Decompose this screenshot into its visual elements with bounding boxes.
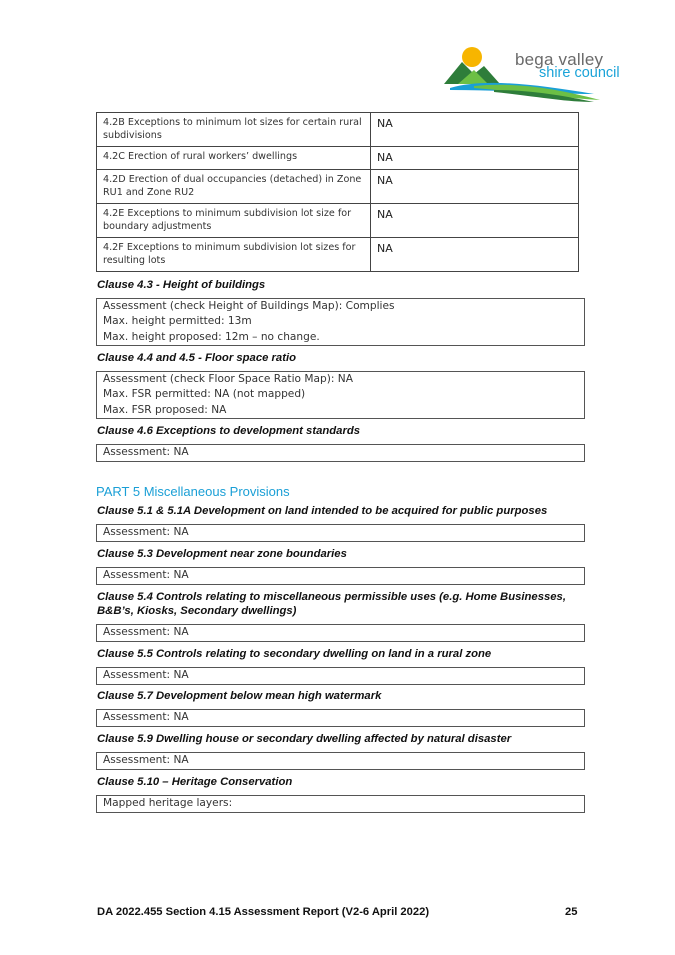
clause-57-box [96, 709, 585, 727]
page-number: 25 [565, 906, 578, 918]
table-row [97, 170, 579, 204]
clause-55-box [96, 667, 585, 685]
value-cell: NA [371, 238, 579, 272]
clause-cell: 4.2B Exceptions to minimum lot sizes for certain rural subdivisions [97, 113, 371, 147]
clause-510-box [96, 795, 585, 813]
table-row [97, 147, 579, 170]
part-5-title: PART 5 Miscellaneous Provisions [96, 484, 290, 499]
value-cell: NA [371, 147, 579, 170]
value-cell: NA [371, 170, 579, 204]
clause-cell: 4.2F Exceptions to minimum subdivision lot sizes for resulting lots [97, 238, 371, 272]
clause-44-box [96, 371, 585, 419]
assessment-line: Assessment: NA [103, 669, 189, 681]
clause-57-heading: Clause 5.7 Development below mean high watermark [97, 690, 382, 702]
clause-510-heading: Clause 5.10 – Heritage Conservation [97, 776, 293, 788]
clause-51-heading: Clause 5.1 & 5.1A Development on land intended to be acquired for public purposes [97, 505, 548, 517]
value-cell: NA [371, 204, 579, 238]
value-cell: NA [371, 113, 579, 147]
assessment-line: Max. FSR permitted: NA (not mapped) [103, 388, 306, 401]
clause-54-heading-line1: Clause 5.4 Controls relating to miscellaneous permissible uses (e.g. Home Businesses, [97, 591, 566, 603]
table-row [97, 113, 579, 147]
table-row [97, 238, 579, 272]
assessment-line: Assessment: NA [103, 754, 189, 766]
clause-46-heading: Clause 4.6 Exceptions to development standards [97, 425, 361, 437]
assessment-line: Assessment: NA [103, 526, 189, 538]
clause-cell: 4.2E Exceptions to minimum subdivision lot size for boundary adjustments [97, 204, 371, 238]
table-row [97, 204, 579, 238]
logo-line2: shire council [539, 65, 620, 81]
assessment-line: Assessment (check Height of Buildings Map): Complies [103, 300, 395, 312]
clause-cell: 4.2D Erection of dual occupancies (detached) in Zone RU1 and Zone RU2 [97, 170, 371, 204]
clause-59-heading: Clause 5.9 Dwelling house or secondary dwelling affected by natural disaster [97, 733, 512, 745]
clause-53-box [96, 567, 585, 585]
clause-55-heading: Clause 5.5 Controls relating to secondary dwelling on land in a rural zone [97, 648, 492, 660]
clause-42-table [96, 112, 579, 272]
clause-59-box [96, 752, 585, 770]
assessment-line: Assessment: NA [103, 626, 189, 638]
assessment-line: Assessment: NA [103, 569, 189, 581]
assessment-line: Max. FSR proposed: NA [103, 403, 227, 416]
assessment-line: Max. height proposed: 12m – no change. [103, 330, 320, 343]
clause-43-box [96, 298, 585, 346]
clause-44-heading: Clause 4.4 and 4.5 - Floor space ratio [97, 352, 297, 364]
assessment-line: Mapped heritage layers: [103, 797, 233, 809]
assessment-line: Max. height permitted: 13m [103, 315, 252, 328]
clause-54-heading-line2: B&B’s, Kiosks, Secondary dwellings) [97, 605, 297, 617]
clause-53-heading: Clause 5.3 Development near zone boundaries [97, 548, 347, 560]
clause-43-heading: Clause 4.3 - Height of buildings [97, 279, 266, 291]
clause-46-box [96, 444, 585, 462]
council-logo [444, 44, 630, 102]
assessment-line: Assessment: NA [103, 711, 189, 723]
clause-54-box [96, 624, 585, 642]
assessment-line: Assessment: NA [103, 446, 189, 458]
clause-cell: 4.2C Erection of rural workers’ dwellings [97, 147, 371, 170]
footer-report-title: DA 2022.455 Section 4.15 Assessment Report (V2-6 April 2022) [97, 906, 430, 918]
assessment-line: Assessment (check Floor Space Ratio Map): NA [103, 373, 353, 385]
logo-line1: bega valley [515, 50, 604, 69]
clause-51-box [96, 524, 585, 542]
